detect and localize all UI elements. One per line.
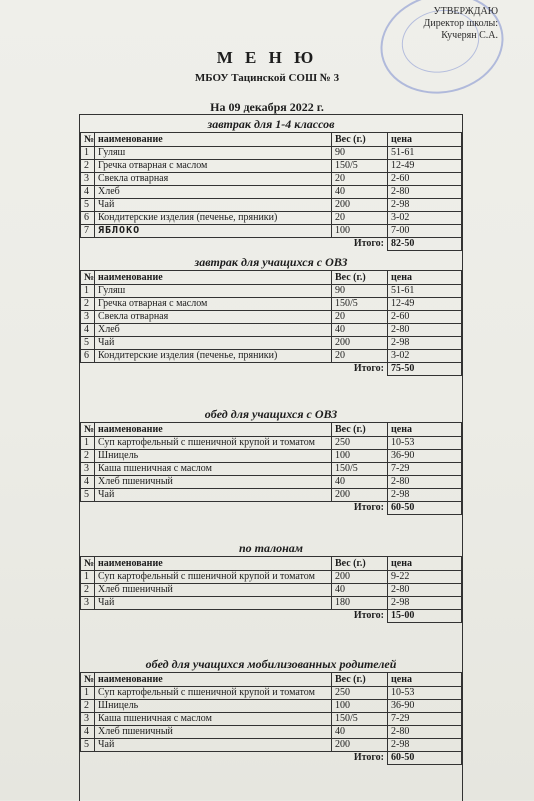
dish-price: 2-80 — [388, 476, 462, 489]
column-header-name: наименование — [95, 673, 332, 687]
dish-price: 51-61 — [388, 147, 462, 160]
school-name: МБОУ Тацинской СОШ № 3 — [194, 72, 340, 84]
row-number: 6 — [81, 350, 95, 363]
table-row — [81, 225, 462, 238]
total-label: Итого: — [353, 238, 384, 249]
table-row — [81, 311, 462, 324]
dish-price: 7-29 — [388, 463, 462, 476]
menu-table — [80, 556, 462, 623]
dish-name: Шницель — [95, 450, 332, 463]
dish-price: 36-90 — [388, 700, 462, 713]
dish-weight: 150/5 — [332, 713, 388, 726]
dish-name: Хлеб — [95, 186, 332, 199]
row-number: 6 — [81, 212, 95, 225]
total-label: Итого: — [353, 752, 384, 763]
dish-price: 2-98 — [388, 199, 462, 212]
dish-name: Свекла отварная — [95, 311, 332, 324]
table-row — [81, 584, 462, 597]
dish-name: Суп картофельный с пшеничной крупой и томатом — [95, 571, 332, 584]
dish-name: Хлеб пшеничный — [95, 584, 332, 597]
dish-price: 3-02 — [388, 350, 462, 363]
approval-position: Директор школы: — [423, 18, 498, 29]
section-title: по талонам — [238, 541, 304, 555]
row-number: 1 — [81, 687, 95, 700]
dish-price: 2-98 — [388, 489, 462, 502]
row-number: 4 — [81, 324, 95, 337]
table-row — [81, 285, 462, 298]
dish-weight: 100 — [332, 450, 388, 463]
table-row — [81, 739, 462, 752]
total-value: 60-50 — [388, 502, 462, 515]
total-spacer — [81, 752, 95, 765]
column-header-weight: Вес (г.) — [332, 271, 388, 285]
dish-name: Гуляш — [95, 285, 332, 298]
dish-price: 2-98 — [388, 739, 462, 752]
row-number: 7 — [81, 225, 95, 238]
table-row — [81, 173, 462, 186]
table-header-row — [81, 271, 462, 285]
dish-name: Суп картофельный с пшеничной крупой и томатом — [95, 687, 332, 700]
table-row — [81, 199, 462, 212]
dish-price: 2-98 — [388, 337, 462, 350]
total-value: 82-50 — [388, 238, 462, 251]
table-row — [81, 489, 462, 502]
dish-price: 12-49 — [388, 298, 462, 311]
dish-price: 36-90 — [388, 450, 462, 463]
dish-name: Чай — [95, 337, 332, 350]
section-title: завтрак для учащихся с ОВЗ — [194, 255, 348, 269]
dish-name: Свекла отварная — [95, 173, 332, 186]
table-row — [81, 147, 462, 160]
menu-table — [80, 672, 462, 765]
table-row — [81, 337, 462, 350]
dish-price: 9-22 — [388, 571, 462, 584]
total-label: Итого: — [353, 610, 384, 621]
total-spacer — [81, 238, 95, 251]
row-number: 5 — [81, 489, 95, 502]
section-title: обед для учащихся с ОВЗ — [204, 407, 338, 421]
row-number: 2 — [81, 450, 95, 463]
approval-signatory: Кучерян С.А. — [441, 30, 498, 41]
column-header-number: № — [81, 557, 95, 571]
table-header-row — [81, 557, 462, 571]
dish-weight: 90 — [332, 285, 388, 298]
column-header-weight: Вес (г.) — [332, 133, 388, 147]
dish-price: 7-00 — [388, 225, 462, 238]
dish-weight: 150/5 — [332, 463, 388, 476]
dish-price: 2-98 — [388, 597, 462, 610]
dish-weight: 40 — [332, 584, 388, 597]
dish-price: 2-60 — [388, 173, 462, 186]
section-title: завтрак для 1-4 классов — [207, 117, 335, 131]
column-header-price: цена — [388, 673, 462, 687]
column-header-name: наименование — [95, 271, 332, 285]
menu-section — [80, 540, 462, 623]
row-number: 2 — [81, 584, 95, 597]
row-number: 4 — [81, 476, 95, 489]
dish-price: 51-61 — [388, 285, 462, 298]
dish-name: ЯБЛОКО — [95, 225, 332, 238]
approval-title: УТВЕРЖДАЮ — [433, 6, 498, 17]
total-value: 15-00 — [388, 610, 462, 623]
approval-block — [388, 6, 498, 42]
dish-weight: 100 — [332, 225, 388, 238]
table-row — [81, 298, 462, 311]
dish-weight: 20 — [332, 350, 388, 363]
dish-price: 10-53 — [388, 437, 462, 450]
dish-weight: 40 — [332, 726, 388, 739]
dish-name: Хлеб пшеничный — [95, 726, 332, 739]
column-header-number: № — [81, 673, 95, 687]
total-value: 75-50 — [388, 363, 462, 376]
dish-name: Гречка отварная с маслом — [95, 160, 332, 173]
table-row — [81, 476, 462, 489]
dish-name: Суп картофельный с пшеничной крупой и томатом — [95, 437, 332, 450]
table-row — [81, 212, 462, 225]
dish-weight: 40 — [332, 324, 388, 337]
table-row — [81, 726, 462, 739]
dish-name: Кондитерские изделия (печенье, пряники) — [95, 212, 332, 225]
table-row — [81, 324, 462, 337]
dish-weight: 250 — [332, 437, 388, 450]
dish-price: 10-53 — [388, 687, 462, 700]
row-number: 3 — [81, 713, 95, 726]
total-row — [81, 363, 462, 376]
row-number: 2 — [81, 298, 95, 311]
row-number: 1 — [81, 571, 95, 584]
dish-weight: 200 — [332, 337, 388, 350]
table-row — [81, 597, 462, 610]
dish-name: Гуляш — [95, 147, 332, 160]
dish-price: 2-80 — [388, 324, 462, 337]
table-header-row — [81, 423, 462, 437]
table-row — [81, 713, 462, 726]
dish-price: 12-49 — [388, 160, 462, 173]
total-row — [81, 502, 462, 515]
row-number: 1 — [81, 285, 95, 298]
column-header-name: наименование — [95, 133, 332, 147]
column-header-name: наименование — [95, 423, 332, 437]
dish-weight: 40 — [332, 476, 388, 489]
dish-name: Чай — [95, 199, 332, 212]
menu-table — [80, 132, 462, 251]
table-row — [81, 571, 462, 584]
dish-price: 3-02 — [388, 212, 462, 225]
dish-weight: 20 — [332, 173, 388, 186]
column-header-price: цена — [388, 423, 462, 437]
table-row — [81, 160, 462, 173]
dish-name: Чай — [95, 489, 332, 502]
menu-table — [80, 422, 462, 515]
table-row — [81, 700, 462, 713]
row-number: 3 — [81, 597, 95, 610]
dish-weight: 200 — [332, 571, 388, 584]
menu-title: М Е Н Ю — [216, 48, 318, 67]
row-number: 2 — [81, 160, 95, 173]
dish-weight: 150/5 — [332, 160, 388, 173]
dish-name: Каша пшеничная с маслом — [95, 463, 332, 476]
table-header-row — [81, 673, 462, 687]
table-row — [81, 687, 462, 700]
dish-name: Кондитерские изделия (печенье, пряники) — [95, 350, 332, 363]
table-row — [81, 350, 462, 363]
column-header-weight: Вес (г.) — [332, 423, 388, 437]
column-header-price: цена — [388, 557, 462, 571]
row-number: 1 — [81, 437, 95, 450]
total-label: Итого: — [353, 363, 384, 374]
total-spacer — [81, 502, 95, 515]
column-header-number: № — [81, 271, 95, 285]
dish-weight: 250 — [332, 687, 388, 700]
dish-weight: 20 — [332, 311, 388, 324]
column-header-number: № — [81, 133, 95, 147]
dish-weight: 200 — [332, 489, 388, 502]
menu-section — [80, 406, 462, 515]
row-number: 1 — [81, 147, 95, 160]
row-number: 3 — [81, 463, 95, 476]
dish-weight: 150/5 — [332, 298, 388, 311]
total-row — [81, 610, 462, 623]
column-header-weight: Вес (г.) — [332, 673, 388, 687]
dish-price: 7-29 — [388, 713, 462, 726]
dish-weight: 180 — [332, 597, 388, 610]
column-header-name: наименование — [95, 557, 332, 571]
dish-weight: 100 — [332, 700, 388, 713]
dish-name: Гречка отварная с маслом — [95, 298, 332, 311]
row-number: 5 — [81, 337, 95, 350]
table-header-row — [81, 133, 462, 147]
row-number: 2 — [81, 700, 95, 713]
dish-name: Хлеб пшеничный — [95, 476, 332, 489]
total-value: 60-50 — [388, 752, 462, 765]
column-header-weight: Вес (г.) — [332, 557, 388, 571]
dish-name: Шницель — [95, 700, 332, 713]
dish-price: 2-80 — [388, 186, 462, 199]
column-header-price: цена — [388, 271, 462, 285]
section-title: обед для учащихся мобилизованных родителей — [145, 657, 397, 671]
row-number: 5 — [81, 739, 95, 752]
table-row — [81, 437, 462, 450]
total-row — [81, 752, 462, 765]
dish-name: Хлеб — [95, 324, 332, 337]
row-number: 5 — [81, 199, 95, 212]
dish-name: Чай — [95, 739, 332, 752]
dish-price: 2-80 — [388, 726, 462, 739]
dish-name: Чай — [95, 597, 332, 610]
menu-table — [80, 270, 462, 376]
row-number: 3 — [81, 173, 95, 186]
table-row — [81, 463, 462, 476]
column-header-price: цена — [388, 133, 462, 147]
row-number: 3 — [81, 311, 95, 324]
menu-section — [80, 116, 462, 251]
dish-weight: 200 — [332, 739, 388, 752]
total-row — [81, 238, 462, 251]
menu-section — [80, 254, 462, 376]
menu-date: На 09 декабря 2022 г. — [210, 100, 324, 114]
row-number: 4 — [81, 726, 95, 739]
menu-section — [80, 656, 462, 765]
row-number: 4 — [81, 186, 95, 199]
dish-weight: 200 — [332, 199, 388, 212]
dish-weight: 20 — [332, 212, 388, 225]
dish-weight: 40 — [332, 186, 388, 199]
dish-weight: 90 — [332, 147, 388, 160]
total-spacer — [81, 363, 95, 376]
dish-price: 2-60 — [388, 311, 462, 324]
total-label: Итого: — [353, 502, 384, 513]
table-row — [81, 186, 462, 199]
dish-name: Каша пшеничная с маслом — [95, 713, 332, 726]
table-row — [81, 450, 462, 463]
column-header-number: № — [81, 423, 95, 437]
total-spacer — [81, 610, 95, 623]
dish-price: 2-80 — [388, 584, 462, 597]
